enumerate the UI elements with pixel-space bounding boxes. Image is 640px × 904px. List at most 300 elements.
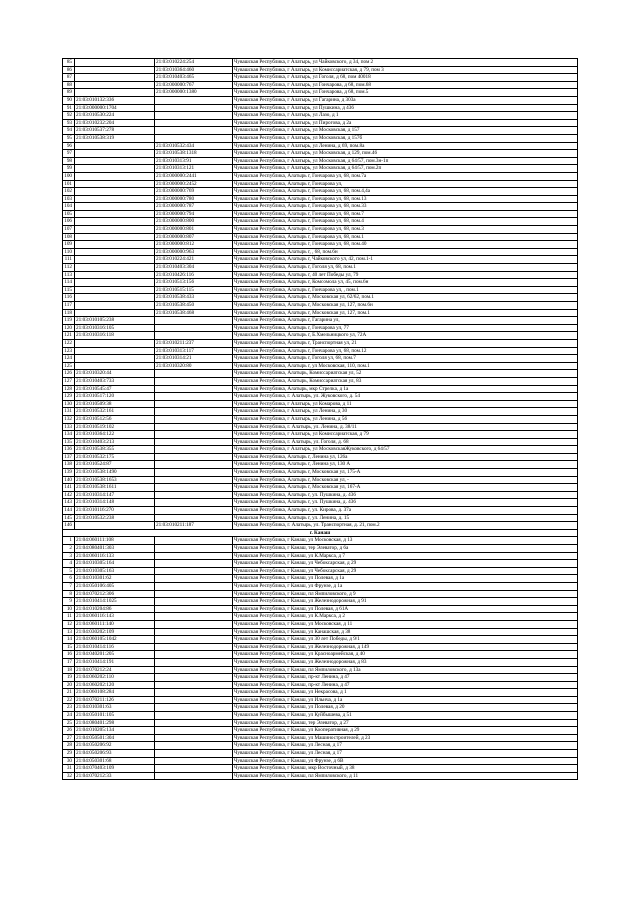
row-number: 87 — [63, 74, 75, 82]
cadastral-number-building: 21:03:010517:120 — [75, 393, 155, 401]
cadastral-number-premises — [155, 545, 233, 553]
cadastral-number-building: 21:03:010403:213 — [75, 438, 155, 446]
cadastral-number-premises — [155, 370, 233, 378]
row-number: 95 — [63, 134, 75, 142]
cadastral-number-building: 21:04:060108:284 — [75, 689, 155, 697]
row-number: 3 — [63, 552, 75, 560]
address-cell: Чувашская Республика, г Канаш, ул Железнодорожная, д 83 — [233, 658, 578, 666]
address-cell: Чувашская Республика, Алатырь г, Ленина ул, 130 А — [233, 461, 578, 469]
cadastral-number-premises — [155, 590, 233, 598]
cadastral-number-premises — [155, 415, 233, 423]
cadastral-number-building: 21:04:010301:62 — [75, 575, 155, 583]
cadastral-number-building: 21:03:010530:224 — [75, 112, 155, 120]
table-row — [63, 772, 578, 780]
cadastral-number-premises: 21:03:010211:187 — [155, 522, 233, 530]
address-cell: Чувашская Республика, Алатырь г, Гоголя ул, 68, пом.7 — [233, 355, 578, 363]
table-row — [63, 712, 578, 720]
cadastral-number-building — [75, 218, 155, 226]
table-row — [63, 150, 578, 158]
address-cell: Чувашская Республика, Алатырь г, ул. Пушкина, д. 436 — [233, 491, 578, 499]
table-row — [63, 362, 578, 370]
address-cell: Чувашская Республика, Алатырь г, ул. Пушкина, д. 436 — [233, 499, 578, 507]
table-row — [63, 582, 578, 590]
row-number: 139 — [63, 469, 75, 477]
cadastral-number-building: 21:03:010524:87 — [75, 461, 155, 469]
cadastral-number-building — [75, 165, 155, 173]
table-row — [63, 119, 578, 127]
cadastral-number-building: 21:03:010232:204 — [75, 119, 155, 127]
cadastral-number-building: 21:04:030202:109 — [75, 628, 155, 636]
cadastral-number-premises — [155, 104, 233, 112]
table-row — [63, 727, 578, 735]
address-cell: Чувашская Республика, г. Алатырь, ул. Транспортная, д. 21, пом.2 — [233, 522, 578, 530]
address-cell: Чувашская Республика, Алатырь г, Гончарова ул, 68, пом.13 — [233, 195, 578, 203]
cadastral-number-building: 21:03:000000:1704 — [75, 104, 155, 112]
row-number: 133 — [63, 423, 75, 431]
cadastral-number-premises: 21:03:010224:254 — [155, 59, 233, 67]
address-cell: Чувашская Республика, Алатырь г, Гончарова ул, 68, пом.7а — [233, 172, 578, 180]
cadastral-number-premises — [155, 96, 233, 104]
cadastral-number-premises — [155, 469, 233, 477]
table-row — [63, 188, 578, 196]
table-row — [63, 377, 578, 385]
table-row — [63, 127, 578, 135]
cadastral-number-building — [75, 362, 155, 370]
cadastral-number-building: 21:04:060111:108 — [75, 537, 155, 545]
address-cell: Чувашская Республика, г Канаш, ул Красноармейская, д 40 — [233, 651, 578, 659]
property-table — [62, 58, 578, 780]
cadastral-number-premises: 21:03:010426:116 — [155, 271, 233, 279]
cadastral-number-building — [75, 271, 155, 279]
cadastral-number-premises: 21:03:010313:121 — [155, 165, 233, 173]
address-cell: Чувашская Республика, г. Алатырь, ул. Гоголя, д. 68 — [233, 438, 578, 446]
cadastral-number-premises — [155, 620, 233, 628]
cadastral-number-premises — [155, 461, 233, 469]
row-number: 26 — [63, 727, 75, 735]
row-number: 27 — [63, 734, 75, 742]
cadastral-number-premises — [155, 704, 233, 712]
address-cell: Чувашская Республика, Алатырь г, Гончарова ул, , пом.1 — [233, 286, 578, 294]
row-number: 106 — [63, 218, 75, 226]
cadastral-number-premises — [155, 431, 233, 439]
address-cell: Чувашская Республика, Алатырь г, Гончарова ул, 68, пом.12 — [233, 347, 578, 355]
row-number: 138 — [63, 461, 75, 469]
cadastral-number-building: 21:04:080401:303 — [75, 545, 155, 553]
table-row — [63, 66, 578, 74]
row-number: 86 — [63, 66, 75, 74]
table-row — [63, 180, 578, 188]
cadastral-number-building: 21:03:010116:270 — [75, 507, 155, 515]
cadastral-number-premises — [155, 674, 233, 682]
address-cell: Чувашская Республика, г. Алатырь, ул. Ленина, д. 38/11 — [233, 423, 578, 431]
table-row — [63, 643, 578, 651]
address-cell: Чувашская Республика, г Алатырь, ул Гончарова, д 68, пом.5 — [233, 89, 578, 97]
row-number: 120 — [63, 324, 75, 332]
table-row — [63, 742, 578, 750]
cadastral-number-building: 21:04:050301:68 — [75, 757, 155, 765]
table-row — [63, 248, 578, 256]
cadastral-number-premises — [155, 484, 233, 492]
cadastral-number-premises: 21:03:000000:801 — [155, 226, 233, 234]
cadastral-number-building: 21:03:010538:319 — [75, 134, 155, 142]
cadastral-number-building — [75, 89, 155, 97]
cadastral-number-building — [75, 142, 155, 150]
cadastral-number-premises — [155, 666, 233, 674]
row-number: 100 — [63, 172, 75, 180]
table-row — [63, 264, 578, 272]
cadastral-number-building: 21:03:010316:105 — [75, 324, 155, 332]
row-number: 119 — [63, 317, 75, 325]
cadastral-number-building: 21:04:060105:1042 — [75, 636, 155, 644]
row-number: 18 — [63, 666, 75, 674]
cadastral-number-premises: 21:03:000000:787 — [155, 203, 233, 211]
row-number: 94 — [63, 127, 75, 135]
cadastral-number-building — [75, 150, 155, 158]
row-number: 6 — [63, 575, 75, 583]
address-cell: Чувашская Республика, Алатырь г, Комсомола ул, 45, пом.6н — [233, 279, 578, 287]
row-number: 130 — [63, 400, 75, 408]
address-cell: Чувашская Республика, г Алатырь, ул Пушкина, д 436 — [233, 104, 578, 112]
row-number: 30 — [63, 757, 75, 765]
address-cell: Чувашская Республика, г Канаш, ул Железнодорожная, д 149 — [233, 643, 578, 651]
cadastral-number-building — [75, 264, 155, 272]
cadastral-number-premises: 21:03:000000:963 — [155, 248, 233, 256]
cadastral-number-building: 21:04:050501:304 — [75, 734, 155, 742]
cadastral-number-premises — [155, 317, 233, 325]
row-number: 128 — [63, 385, 75, 393]
table-row — [63, 256, 578, 264]
cadastral-number-premises: 21:03:000000:780 — [155, 195, 233, 203]
cadastral-number-building: 21:03:010132:336 — [75, 96, 155, 104]
row-number: 132 — [63, 415, 75, 423]
table-row — [63, 370, 578, 378]
cadastral-number-building: 21:03:010512:56 — [75, 415, 155, 423]
address-cell: Чувашская Республика, Алатырь г, Гоголя ул, 68, пом.1 — [233, 264, 578, 272]
row-number: 124 — [63, 355, 75, 363]
cadastral-number-premises — [155, 636, 233, 644]
row-number: 109 — [63, 241, 75, 249]
row-number: 8 — [63, 590, 75, 598]
cadastral-number-building: 21:03:010538:1490 — [75, 469, 155, 477]
row-number: 97 — [63, 150, 75, 158]
cadastral-number-building — [75, 188, 155, 196]
row-number: 144 — [63, 507, 75, 515]
cadastral-number-premises: 21:03:000000:794 — [155, 210, 233, 218]
address-cell: Чувашская Республика, г Канаш, ул Чебоксарская, д 29 — [233, 560, 578, 568]
address-cell: Чувашская Республика, г Канаш, ул Лесная, д 17 — [233, 742, 578, 750]
cadastral-number-building — [75, 66, 155, 74]
row-number: 111 — [63, 256, 75, 264]
cadastral-number-building: 21:04:070212:33 — [75, 772, 155, 780]
row-number: 11 — [63, 613, 75, 621]
cadastral-number-building: 21:03:010545:47 — [75, 385, 155, 393]
cadastral-number-building: 21:04:010205:134 — [75, 727, 155, 735]
cadastral-number-premises — [155, 750, 233, 758]
address-cell: Чувашская Республика, г Алатырь, ул Гончарова, д 68, пом.68 — [233, 81, 578, 89]
address-cell: Чувашская Республика, г Канаш, ул Некрасова, д 1 — [233, 689, 578, 697]
address-cell: Чувашская Республика, г Канаш, ул Машиностроителей, д 23 — [233, 734, 578, 742]
address-cell: Чувашская Республика, г Алатырь, ул Гоголя, д 68, пом 40018 — [233, 74, 578, 82]
table-row — [63, 89, 578, 97]
cadastral-number-premises: 21:03:000000:2441 — [155, 172, 233, 180]
table-row — [63, 324, 578, 332]
row-number: 23 — [63, 704, 75, 712]
section-title: г. Канаш — [63, 529, 578, 537]
address-cell: Чувашская Республика, г Алатырь, ул Пирогова, д 2а — [233, 119, 578, 127]
cadastral-number-premises: 21:03:010513:156 — [155, 279, 233, 287]
row-number: 12 — [63, 620, 75, 628]
table-row — [63, 681, 578, 689]
table-row — [63, 552, 578, 560]
row-number: 90 — [63, 96, 75, 104]
cadastral-number-building: 21:04:080401:298 — [75, 719, 155, 727]
address-cell: Чувашская Республика, Алатырь г, Московская ул, 175-А — [233, 469, 578, 477]
section-kanash — [63, 529, 578, 537]
cadastral-number-building — [75, 294, 155, 302]
cadastral-number-premises — [155, 438, 233, 446]
table-row — [63, 142, 578, 150]
row-number: 135 — [63, 438, 75, 446]
cadastral-number-building — [75, 248, 155, 256]
table-row — [63, 241, 578, 249]
row-number: 102 — [63, 188, 75, 196]
cadastral-number-building — [75, 302, 155, 310]
cadastral-number-premises: 21:03:010313:91 — [155, 157, 233, 165]
cadastral-number-premises — [155, 567, 233, 575]
row-number: 108 — [63, 233, 75, 241]
row-number: 92 — [63, 112, 75, 120]
row-number: 136 — [63, 446, 75, 454]
table-row — [63, 81, 578, 89]
cadastral-number-building: 21:04:050206:93 — [75, 750, 155, 758]
row-number: 101 — [63, 180, 75, 188]
registry-sheet — [62, 58, 577, 780]
address-cell: Чувашская Республика, Алатырь г, Гончарова ул, 77 — [233, 324, 578, 332]
cadastral-number-premises — [155, 734, 233, 742]
address-cell: Чувашская Республика, Алатырь г, Гончарова ул, 68, пом.4,4а — [233, 188, 578, 196]
row-number: 99 — [63, 165, 75, 173]
cadastral-number-premises — [155, 423, 233, 431]
table-row — [63, 674, 578, 682]
address-cell: Чувашская Республика, г Канаш, мкр Восточный, д 38 — [233, 765, 578, 773]
table-row — [63, 233, 578, 241]
table-row — [63, 575, 578, 583]
row-number: 15 — [63, 643, 75, 651]
cadastral-number-building: 21:04:010204:86 — [75, 605, 155, 613]
cadastral-number-building — [75, 59, 155, 67]
address-cell: Чувашская Республика, Алатырь г, Ленина ул, 126а — [233, 453, 578, 461]
address-cell: Чувашская Республика, г Канаш, ул 30 лет Победы, д 9/1 — [233, 636, 578, 644]
address-cell: Чувашская Республика, Алатырь г, Московская ул, 62/62, пом.1 — [233, 294, 578, 302]
cadastral-number-building: 21:03:010509:38 — [75, 400, 155, 408]
row-number: 107 — [63, 226, 75, 234]
row-number: 145 — [63, 514, 75, 522]
table-row — [63, 461, 578, 469]
row-number: 28 — [63, 742, 75, 750]
cadastral-number-premises — [155, 385, 233, 393]
cadastral-number-building: 21:04:060116:133 — [75, 552, 155, 560]
address-cell: Чувашская Республика, г Канаш, ул Кооперативная, д 29 — [233, 727, 578, 735]
row-number: 113 — [63, 271, 75, 279]
table-row — [63, 332, 578, 340]
cadastral-number-premises — [155, 400, 233, 408]
cadastral-number-premises — [155, 681, 233, 689]
table-row — [63, 112, 578, 120]
cadastral-number-premises — [155, 119, 233, 127]
table-row — [63, 453, 578, 461]
table-row — [63, 203, 578, 211]
address-cell: Чувашская Республика, г Алатырь, ул Комиссариатская, д 79, пом 3 — [233, 66, 578, 74]
row-number: 85 — [63, 59, 75, 67]
cadastral-number-premises: 21:03:000000:800 — [155, 218, 233, 226]
address-cell: Чувашская Республика, г Канаш, пл Ямпиловского, д 11 — [233, 772, 578, 780]
cadastral-number-premises — [155, 712, 233, 720]
cadastral-number-premises: 21:03:010211:237 — [155, 339, 233, 347]
address-cell: Чувашская Республика, Алатырь г, , 68, пом.6н — [233, 248, 578, 256]
address-cell: Чувашская Республика, г Канаш, пр-кт Ленина, д 47 — [233, 681, 578, 689]
cadastral-number-premises — [155, 582, 233, 590]
address-cell: Чувашская Республика, Алатырь г, ул. Ленина, д. 15 — [233, 514, 578, 522]
row-number: 112 — [63, 264, 75, 272]
row-number: 137 — [63, 453, 75, 461]
address-cell: Чувашская Республика, г Канаш, ул Фрунзе, д 1а — [233, 582, 578, 590]
cadastral-number-building: 21:04:010301:63 — [75, 704, 155, 712]
cadastral-number-building: 21:03:010538:1611 — [75, 484, 155, 492]
cadastral-number-premises: 21:03:010403:465 — [155, 74, 233, 82]
cadastral-number-building — [75, 81, 155, 89]
cadastral-number-premises — [155, 772, 233, 780]
cadastral-number-building — [75, 157, 155, 165]
table-row — [63, 522, 578, 530]
cadastral-number-building: 21:04:040201:205 — [75, 651, 155, 659]
table-row — [63, 279, 578, 287]
cadastral-number-premises — [155, 127, 233, 135]
row-number: 117 — [63, 302, 75, 310]
table-row — [63, 560, 578, 568]
address-cell: Чувашская Республика, Алатырь г, ул Московская, 110, пом.1 — [233, 362, 578, 370]
table-row — [63, 172, 578, 180]
row-number: 110 — [63, 248, 75, 256]
address-cell: Чувашская Республика, г Канаш, ул Полевая, д 1а — [233, 575, 578, 583]
row-number: 32 — [63, 772, 75, 780]
cadastral-number-premises: 21:03:010538:450 — [155, 302, 233, 310]
table-row — [63, 446, 578, 454]
cadastral-number-building: 21:03:010538:355 — [75, 446, 155, 454]
row-number: 4 — [63, 560, 75, 568]
row-number: 13 — [63, 628, 75, 636]
cadastral-number-building: 21:04:060202:110 — [75, 674, 155, 682]
table-row — [63, 415, 578, 423]
cadastral-number-premises — [155, 613, 233, 621]
address-cell: Чувашская Республика, Алатырь г, Гагарина ул, — [233, 317, 578, 325]
row-number: 22 — [63, 696, 75, 704]
cadastral-number-building — [75, 256, 155, 264]
cadastral-number-building: 21:04:070212:306 — [75, 590, 155, 598]
cadastral-number-building: 21:04:060116:143 — [75, 613, 155, 621]
address-cell: Чувашская Республика, Алатырь г, Московская ул, - — [233, 476, 578, 484]
cadastral-number-building — [75, 180, 155, 188]
cadastral-number-premises — [155, 689, 233, 697]
row-number: 122 — [63, 339, 75, 347]
cadastral-number-premises — [155, 552, 233, 560]
row-number: 19 — [63, 674, 75, 682]
cadastral-number-premises: 21:03:000000:2452 — [155, 180, 233, 188]
address-cell: Чувашская Республика, Алатырь г, Гончарова ул, — [233, 180, 578, 188]
address-cell: Чувашская Республика, г Алатырь, ул Московская, д 64/57, пом.3н-1п — [233, 157, 578, 165]
cadastral-number-premises: 21:03:010515:115 — [155, 286, 233, 294]
cadastral-number-building — [75, 74, 155, 82]
row-number: 105 — [63, 210, 75, 218]
cadastral-number-premises — [155, 658, 233, 666]
row-number: 126 — [63, 370, 75, 378]
cadastral-number-building: 21:04:050101:105 — [75, 712, 155, 720]
address-cell: Чувашская Республика, Алатырь г, Гончарова ул, 68, пом.4 — [233, 218, 578, 226]
cadastral-number-premises — [155, 134, 233, 142]
table-row — [63, 74, 578, 82]
address-cell: Чувашская Республика, Алатырь г, Гончарова ул, 68, пом.3 — [233, 226, 578, 234]
address-cell: Чувашская Республика, Алатырь г, Московская ул, 167-А — [233, 484, 578, 492]
table-row — [63, 590, 578, 598]
cadastral-number-premises — [155, 499, 233, 507]
row-number: 20 — [63, 681, 75, 689]
table-row — [63, 339, 578, 347]
cadastral-number-building — [75, 522, 155, 530]
cadastral-number-premises — [155, 560, 233, 568]
address-cell: Чувашская Республика, Алатырь г, 40 лет Победы ул, 79 — [233, 271, 578, 279]
cadastral-number-premises: 21:03:010538:468 — [155, 309, 233, 317]
address-cell: Чувашская Республика, г Алатырь, ул Ленина, д 56 — [233, 415, 578, 423]
table-row — [63, 104, 578, 112]
table-row — [63, 302, 578, 310]
cadastral-number-building: 21:03:010316:118 — [75, 332, 155, 340]
address-cell: Чувашская Республика, г Алатырь, ул Лазо, д 1 — [233, 112, 578, 120]
table-row — [63, 210, 578, 218]
address-cell: Чувашская Республика, г Канаш, ул Канашская, д 38 — [233, 628, 578, 636]
row-number: 96 — [63, 142, 75, 150]
address-cell: Чувашская Республика, Алатырь, Комиссариатская ул, 52 — [233, 370, 578, 378]
table-row — [63, 438, 578, 446]
table-row — [63, 385, 578, 393]
row-number: 24 — [63, 712, 75, 720]
row-number: 31 — [63, 765, 75, 773]
cadastral-number-building: 21:04:070211:126 — [75, 696, 155, 704]
row-number: 140 — [63, 476, 75, 484]
cadastral-number-building: 21:04:010305:163 — [75, 567, 155, 575]
address-cell: Чувашская Республика, г Канаш, ул Московская, д 11 — [233, 620, 578, 628]
section-header-row — [63, 529, 578, 537]
row-number: 115 — [63, 286, 75, 294]
cadastral-number-premises — [155, 696, 233, 704]
row-number: 16 — [63, 651, 75, 659]
row-number: 125 — [63, 362, 75, 370]
table-row — [63, 226, 578, 234]
cadastral-number-premises — [155, 408, 233, 416]
table-row — [63, 507, 578, 515]
table-row — [63, 134, 578, 142]
row-number: 129 — [63, 393, 75, 401]
address-cell: Чувашская Республика, г Канаш, ул Куйбышева, д 51 — [233, 712, 578, 720]
table-row — [63, 469, 578, 477]
address-cell: Чувашская Республика, г Канаш, ул Ильича, д 1а — [233, 696, 578, 704]
cadastral-number-building: 21:04:070212:24 — [75, 666, 155, 674]
table-row — [63, 484, 578, 492]
cadastral-number-premises: 21:03:000000:807 — [155, 233, 233, 241]
address-cell: Чувашская Республика, г Алатырь, ул Московская, д 157б — [233, 134, 578, 142]
address-cell: Чувашская Республика, Алатырь г, Чайковского ул, 42, пом.1-1 — [233, 256, 578, 264]
table-row — [63, 286, 578, 294]
table-row — [63, 666, 578, 674]
table-row — [63, 514, 578, 522]
